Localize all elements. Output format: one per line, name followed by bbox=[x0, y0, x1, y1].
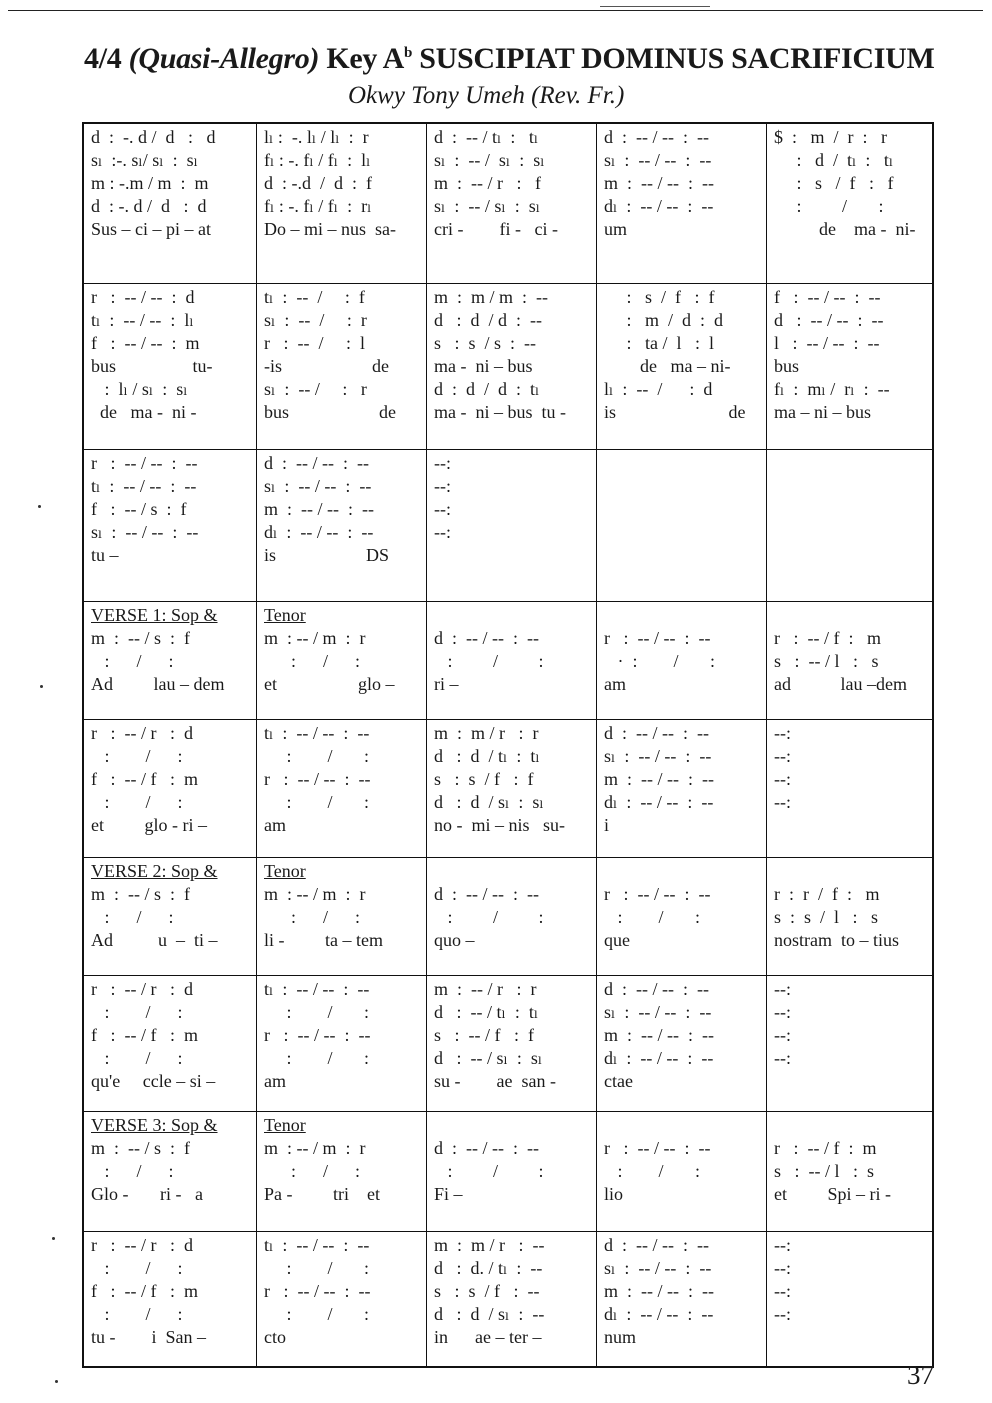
key-label: Key A bbox=[326, 42, 405, 75]
notation-line: --: bbox=[434, 453, 451, 473]
page-number: 37 bbox=[907, 1360, 934, 1390]
notation-line: : / : bbox=[91, 746, 183, 766]
notation-line: d : d. / tₗ : -- bbox=[434, 1258, 543, 1278]
notation-line: : / : bbox=[264, 1304, 370, 1324]
measure-cell bbox=[767, 1112, 932, 1231]
notation-line: d : d / sₗ : -- bbox=[434, 1304, 545, 1324]
notation-line: no - mi – nis su- bbox=[434, 815, 566, 835]
notation-line: m : -- / s : f bbox=[91, 628, 190, 648]
notation-line: : / : bbox=[264, 1161, 361, 1181]
notation-line: d : -- / -- : -- bbox=[604, 127, 709, 147]
measure-cell bbox=[427, 1232, 597, 1366]
notation-line: f : -- / f : m bbox=[91, 1025, 198, 1045]
notation-line: --: bbox=[774, 723, 791, 743]
notation-line: Ad lau – dem bbox=[91, 674, 225, 694]
notation-line: lₗ : -- / : d bbox=[604, 379, 713, 399]
notation-line: --: bbox=[774, 1025, 791, 1045]
notation-line: : / : bbox=[264, 1002, 370, 1022]
score-row bbox=[84, 284, 932, 450]
notation-line: : / : bbox=[91, 1304, 183, 1324]
score-row bbox=[84, 450, 932, 602]
notation-line: : / : bbox=[91, 1161, 174, 1181]
measure-cell bbox=[427, 284, 597, 449]
notation-line: ri – bbox=[434, 674, 459, 694]
notation-line: m : -- / -- : -- bbox=[604, 173, 714, 193]
notation-line: m : m / r : r bbox=[434, 723, 539, 743]
notation-line: s : -- / l : s bbox=[774, 651, 879, 671]
measure-cell bbox=[597, 450, 767, 601]
notation-line: --: bbox=[774, 1002, 791, 1022]
notation-line bbox=[774, 475, 926, 498]
notation-line: cri - fi - ci - bbox=[434, 219, 558, 239]
notation-line: m : -- / -- : -- bbox=[604, 1025, 714, 1045]
notation-line: m : -- / m : r bbox=[264, 1138, 366, 1158]
notation-line: m : -- / m : r bbox=[264, 884, 366, 904]
notation-line: bus bbox=[774, 356, 800, 376]
measure-cell bbox=[767, 1232, 932, 1366]
notation-line: Tenor bbox=[264, 605, 306, 625]
notation-line bbox=[604, 521, 760, 544]
notation-line: --: bbox=[774, 1048, 791, 1068]
notation-line: m : -- / s : f bbox=[91, 1138, 190, 1158]
notation-line: r : -- / : l bbox=[264, 333, 365, 353]
notation-line: bus de bbox=[264, 402, 396, 422]
measure-cell bbox=[427, 602, 597, 719]
notation-line: : / : bbox=[434, 907, 544, 927]
notation-line: --: bbox=[774, 979, 791, 999]
measure-cell bbox=[427, 124, 597, 283]
measure-cell bbox=[597, 1232, 767, 1366]
notation-line: d : -- / -- : -- bbox=[604, 979, 709, 999]
notation-line: --: bbox=[434, 522, 451, 542]
notation-line: dₗ : -- / -- : -- bbox=[604, 196, 714, 216]
notation-line: sₗ : -- / sₗ : sₗ bbox=[434, 196, 541, 216]
notation-line: s : s / f : -- bbox=[434, 1281, 540, 1301]
notation-line bbox=[604, 604, 760, 627]
notation-line: sₗ : -- / -- : -- bbox=[604, 150, 712, 170]
notation-line: m : m / m : -- bbox=[434, 287, 548, 307]
notation-line: r : r / f : m bbox=[774, 884, 880, 904]
notation-line: --: bbox=[774, 769, 791, 789]
measure-cell bbox=[767, 284, 932, 449]
notation-line: sₗ : -- / -- : -- bbox=[604, 1258, 712, 1278]
notation-line: m : -- / s : f bbox=[91, 884, 190, 904]
notation-line: d : -- / -- : -- bbox=[434, 1138, 539, 1158]
score-row bbox=[84, 858, 932, 976]
notation-line bbox=[774, 604, 926, 627]
notation-line: : / : bbox=[264, 907, 361, 927]
notation-line: et glo – bbox=[264, 674, 395, 694]
notation-line: sₗ : -- / -- : -- bbox=[604, 1002, 712, 1022]
notation-line: d : -.d / d : f bbox=[264, 173, 372, 193]
measure-cell bbox=[84, 284, 257, 449]
notation-line bbox=[774, 1114, 926, 1137]
notation-line: d : -- / tₗ : tₗ bbox=[434, 1002, 539, 1022]
notation-line: m : -- / r : f bbox=[434, 173, 541, 193]
notation-line: : ta / l : l bbox=[604, 333, 714, 353]
notation-line: tₗ : -- / -- : lₗ bbox=[91, 310, 194, 330]
notation-line bbox=[774, 521, 926, 544]
notation-line: f : -- / f : m bbox=[91, 1281, 198, 1301]
notation-line: qu'e ccle – si – bbox=[91, 1071, 216, 1091]
notation-line: : / : bbox=[264, 1258, 370, 1278]
notation-line: --: bbox=[774, 746, 791, 766]
key-flat: b bbox=[404, 45, 413, 61]
score-grid bbox=[82, 122, 934, 1368]
notation-line: dₗ : -- / -- : -- bbox=[604, 1048, 714, 1068]
notation-line: et Spi – ri - bbox=[774, 1184, 891, 1204]
notation-line: ad lau –dem bbox=[774, 674, 907, 694]
notation-line: : / : bbox=[604, 1161, 701, 1181]
notation-line: s : s / f : f bbox=[434, 769, 534, 789]
measure-cell bbox=[767, 858, 932, 975]
measure-cell bbox=[84, 1232, 257, 1366]
measure-cell bbox=[427, 720, 597, 857]
measure-cell bbox=[257, 858, 427, 975]
notation-line: r : -- / r : d bbox=[91, 723, 193, 743]
notation-line: Sus – ci – pi – at bbox=[91, 219, 211, 239]
notation-line: sₗ : -- / : r bbox=[264, 310, 367, 330]
notation-line: r : -- / -- : -- bbox=[264, 1281, 371, 1301]
notation-line: d : d / d : tₗ bbox=[434, 379, 540, 399]
notation-line: r : -- / -- : -- bbox=[264, 1025, 371, 1045]
measure-cell bbox=[427, 1112, 597, 1231]
notation-line bbox=[774, 544, 926, 567]
notation-line: : / : bbox=[774, 196, 884, 216]
notation-line: dₗ : -- / -- : -- bbox=[604, 792, 714, 812]
notation-line bbox=[434, 860, 590, 883]
notation-line: --: bbox=[434, 476, 451, 496]
notation-line: m : -- / -- : -- bbox=[264, 499, 374, 519]
notation-line bbox=[774, 814, 926, 837]
notation-line: sₗ : -- / -- : -- bbox=[91, 522, 199, 542]
notation-line: : / : bbox=[434, 651, 544, 671]
notation-line: s : -- / l : s bbox=[774, 1161, 875, 1181]
notation-line: que bbox=[604, 930, 630, 950]
notation-line: dₗ : -- / -- : -- bbox=[604, 1304, 714, 1324]
measure-cell bbox=[257, 720, 427, 857]
notation-line: : / : bbox=[434, 1161, 544, 1181]
scan-speck bbox=[55, 1380, 58, 1383]
scan-speck bbox=[40, 685, 43, 688]
notation-line: VERSE 2: Sop & bbox=[91, 861, 218, 881]
measure-cell bbox=[257, 1232, 427, 1366]
measure-cell bbox=[767, 124, 932, 283]
measure-cell bbox=[597, 720, 767, 857]
notation-line: lₗ : -. lₗ / lₗ : r bbox=[264, 127, 369, 147]
notation-line: r : -- / r : d bbox=[91, 1235, 193, 1255]
measure-cell bbox=[84, 720, 257, 857]
notation-line: m : -- / -- : -- bbox=[604, 1281, 714, 1301]
measure-cell bbox=[427, 976, 597, 1111]
measure-cell bbox=[767, 602, 932, 719]
notation-line: -is de bbox=[264, 356, 389, 376]
notation-line: : / : bbox=[91, 792, 183, 812]
notation-line: et glo - ri – bbox=[91, 815, 207, 835]
notation-line: --: bbox=[774, 1281, 791, 1301]
notation-line: r : -- / -- : -- bbox=[91, 453, 198, 473]
notation-line: d : d / tₗ : tₗ bbox=[434, 746, 540, 766]
measure-cell bbox=[427, 858, 597, 975]
composer: Okwy Tony Umeh (Rev. Fr.) bbox=[348, 82, 625, 109]
notation-line: de ma - ni - bbox=[91, 402, 197, 422]
notation-line: : / : bbox=[604, 907, 701, 927]
notation-line: ma – ni – bus bbox=[774, 402, 871, 422]
notation-line: am bbox=[604, 674, 626, 694]
notation-line: r : -- / -- : -- bbox=[604, 1138, 711, 1158]
notation-line: su - ae san - bbox=[434, 1071, 556, 1091]
notation-line: f : -- / -- : -- bbox=[774, 287, 881, 307]
notation-line: m : -- / -- : -- bbox=[604, 769, 714, 789]
measure-cell bbox=[257, 602, 427, 719]
notation-line: tu - i San – bbox=[91, 1327, 206, 1347]
measure-cell bbox=[597, 1112, 767, 1231]
notation-line: de ma – ni- bbox=[604, 356, 731, 376]
notation-line: d : -- / -- : -- bbox=[774, 310, 884, 330]
notation-line: lio bbox=[604, 1184, 624, 1204]
notation-line: Tenor bbox=[264, 1115, 306, 1135]
notation-line: tₗ : -- / -- : -- bbox=[264, 723, 370, 743]
notation-line: f : -- / -- : m bbox=[91, 333, 200, 353]
notation-line: sₗ :-. sₗ/ sₗ : sₗ bbox=[91, 150, 198, 170]
notation-line: tₗ : -- / -- : -- bbox=[264, 979, 370, 999]
notation-line: : m / d : d bbox=[604, 310, 724, 330]
notation-line: ma - ni – bus tu - bbox=[434, 402, 566, 422]
notation-line: --: bbox=[774, 792, 791, 812]
notation-line: r : -- / -- : -- bbox=[604, 884, 711, 904]
measure-cell bbox=[767, 976, 932, 1111]
notation-line bbox=[434, 544, 590, 567]
notation-line: : / : bbox=[264, 792, 370, 812]
notation-line: d : d / d : -- bbox=[434, 310, 542, 330]
notation-line: s : -- / f : f bbox=[434, 1025, 534, 1045]
notation-line: $ : m / r : r bbox=[774, 127, 887, 147]
notation-line bbox=[434, 604, 590, 627]
notation-line: : s / f : f bbox=[604, 287, 715, 307]
notation-line: : / : bbox=[91, 1048, 183, 1068]
notation-line: sₗ : -- / -- : -- bbox=[264, 476, 372, 496]
notation-line: fₗ : mₗ / rₗ : -- bbox=[774, 379, 890, 399]
notation-line bbox=[604, 452, 760, 475]
notation-line: tₗ : -- / -- : -- bbox=[264, 1235, 370, 1255]
notation-line: f : -- / s : f bbox=[91, 499, 187, 519]
scan-speck bbox=[52, 1237, 55, 1240]
notation-line: : / : bbox=[264, 1048, 370, 1068]
notation-line: quo – bbox=[434, 930, 475, 950]
notation-line: sₗ : -- / -- : -- bbox=[604, 746, 712, 766]
notation-line bbox=[774, 1326, 926, 1349]
notation-line: s : s / s : -- bbox=[434, 333, 537, 353]
notation-line: bus tu- bbox=[91, 356, 213, 376]
notation-line bbox=[774, 498, 926, 521]
notation-line: Pa - tri et bbox=[264, 1184, 380, 1204]
measure-cell bbox=[257, 124, 427, 283]
notation-line: fₗ : -. fₗ / fₗ : rₗ bbox=[264, 196, 372, 216]
notation-line: r : -- / r : d bbox=[91, 979, 193, 999]
notation-line: tₗ : -- / : f bbox=[264, 287, 365, 307]
measure-cell bbox=[597, 602, 767, 719]
notation-line: m : -- / m : r bbox=[264, 628, 366, 648]
notation-line bbox=[604, 475, 760, 498]
notation-line: sₗ : -- / : r bbox=[264, 379, 367, 399]
notation-line: nostram to – tius bbox=[774, 930, 899, 950]
notation-line: Glo - ri - a bbox=[91, 1184, 203, 1204]
notation-line: : / : bbox=[91, 907, 174, 927]
measure-cell bbox=[767, 450, 932, 601]
notation-line: d : -- / -- : -- bbox=[264, 453, 369, 473]
notation-line: li - ta – tem bbox=[264, 930, 383, 950]
notation-line: l : -- / -- : -- bbox=[774, 333, 880, 353]
notation-line: r : -- / f : m bbox=[774, 628, 881, 648]
notation-line: is DS bbox=[264, 545, 390, 565]
notation-line: Do – mi – nus sa- bbox=[264, 219, 396, 239]
measure-cell bbox=[767, 720, 932, 857]
notation-line bbox=[604, 498, 760, 521]
notation-line: ma - ni – bus bbox=[434, 356, 533, 376]
notation-line: um bbox=[604, 219, 628, 239]
notation-line bbox=[774, 1070, 926, 1093]
score-row bbox=[84, 720, 932, 858]
notation-line: in ae – ter – bbox=[434, 1327, 542, 1347]
measure-cell bbox=[84, 450, 257, 601]
notation-line: d : -- / -- : -- bbox=[604, 1235, 709, 1255]
notation-line bbox=[604, 860, 760, 883]
measure-cell bbox=[84, 976, 257, 1111]
notation-line: r : -- / -- : -- bbox=[604, 628, 711, 648]
notation-line: tu – bbox=[91, 545, 119, 565]
song-title: SUSCIPIAT DOMINUS SACRIFICIUM bbox=[419, 42, 935, 75]
notation-line: : / : bbox=[264, 651, 361, 671]
notation-line: Tenor bbox=[264, 861, 306, 881]
notation-line: de ma - ni- bbox=[774, 219, 916, 239]
measure-cell bbox=[84, 858, 257, 975]
measure-cell bbox=[257, 976, 427, 1111]
score-row bbox=[84, 1232, 932, 1366]
notation-line: d : -. d / d : d bbox=[91, 127, 216, 147]
notation-line: tₗ : -- / -- : -- bbox=[91, 476, 197, 496]
tempo-marking: (Quasi-Allegro) bbox=[128, 42, 320, 75]
page-title bbox=[84, 42, 964, 76]
notation-line: am bbox=[264, 1071, 286, 1091]
notation-line: m : -- / r : r bbox=[434, 979, 537, 999]
time-signature: 4/4 bbox=[84, 42, 122, 75]
notation-line: : / : bbox=[91, 1258, 183, 1278]
notation-line: sₗ : -- / sₗ : sₗ bbox=[434, 150, 545, 170]
notation-line: m : -.m / m : m bbox=[91, 173, 209, 193]
notation-line: : / : bbox=[91, 1002, 183, 1022]
notation-line: r : -- / f : m bbox=[774, 1138, 877, 1158]
top-rule bbox=[8, 10, 983, 11]
notation-line: Fi – bbox=[434, 1184, 463, 1204]
notation-line: f : -- / f : m bbox=[91, 769, 198, 789]
notation-line: d : -. d / d : d bbox=[91, 196, 207, 216]
measure-cell bbox=[84, 124, 257, 283]
notation-line bbox=[434, 1114, 590, 1137]
notation-line: fₗ : -. fₗ / fₗ : lₗ bbox=[264, 150, 371, 170]
notation-line: d : -- / -- : -- bbox=[434, 884, 539, 904]
notation-line: Ad u – ti – bbox=[91, 930, 218, 950]
notation-line: is de bbox=[604, 402, 746, 422]
notation-line: VERSE 3: Sop & bbox=[91, 1115, 218, 1135]
scan-speck bbox=[38, 505, 41, 508]
notation-line: --: bbox=[434, 499, 451, 519]
score-row bbox=[84, 1112, 932, 1232]
notation-line: d : -- / tₗ : tₗ bbox=[434, 127, 539, 147]
measure-cell bbox=[597, 976, 767, 1111]
notation-line: --: bbox=[774, 1304, 791, 1324]
notation-line: --: bbox=[774, 1235, 791, 1255]
notation-line: am bbox=[264, 815, 286, 835]
notation-line bbox=[604, 544, 760, 567]
measure-cell bbox=[597, 284, 767, 449]
notation-line bbox=[604, 1114, 760, 1137]
measure-cell bbox=[257, 450, 427, 601]
notation-line bbox=[774, 452, 926, 475]
score-row bbox=[84, 976, 932, 1112]
notation-line: i bbox=[604, 815, 610, 835]
notation-line: cto bbox=[264, 1327, 286, 1347]
notation-line: d : -- / -- : -- bbox=[604, 723, 709, 743]
notation-line: dₗ : -- / -- : -- bbox=[264, 522, 374, 542]
score-row bbox=[84, 124, 932, 284]
top-rule-short bbox=[600, 6, 710, 7]
score-row bbox=[84, 602, 932, 720]
notation-line: : s / f : f bbox=[774, 173, 894, 193]
notation-line: VERSE 1: Sop & bbox=[91, 605, 218, 625]
notation-line: num bbox=[604, 1327, 637, 1347]
notation-line: d : -- / -- : -- bbox=[434, 628, 539, 648]
notation-line: · : / : bbox=[604, 651, 715, 671]
measure-cell bbox=[84, 1112, 257, 1231]
notation-line: : d / tₗ : tₗ bbox=[774, 150, 894, 170]
notation-line: d : -- / sₗ : sₗ bbox=[434, 1048, 543, 1068]
notation-line: ctae bbox=[604, 1071, 633, 1091]
notation-line: : / : bbox=[264, 746, 370, 766]
notation-line: m : m / r : -- bbox=[434, 1235, 545, 1255]
measure-cell bbox=[84, 602, 257, 719]
notation-line: r : -- / -- : d bbox=[91, 287, 195, 307]
notation-line bbox=[774, 860, 926, 883]
notation-line: --: bbox=[774, 1258, 791, 1278]
notation-line: r : -- / -- : -- bbox=[264, 769, 371, 789]
measure-cell bbox=[427, 450, 597, 601]
notation-line: : / : bbox=[91, 651, 174, 671]
notation-line: d : d / sₗ : sₗ bbox=[434, 792, 544, 812]
notation-line: s : s / l : s bbox=[774, 907, 879, 927]
notation-line: : lₗ / sₗ : sₗ bbox=[91, 379, 188, 399]
measure-cell bbox=[257, 284, 427, 449]
measure-cell bbox=[597, 858, 767, 975]
measure-cell bbox=[257, 1112, 427, 1231]
measure-cell bbox=[597, 124, 767, 283]
